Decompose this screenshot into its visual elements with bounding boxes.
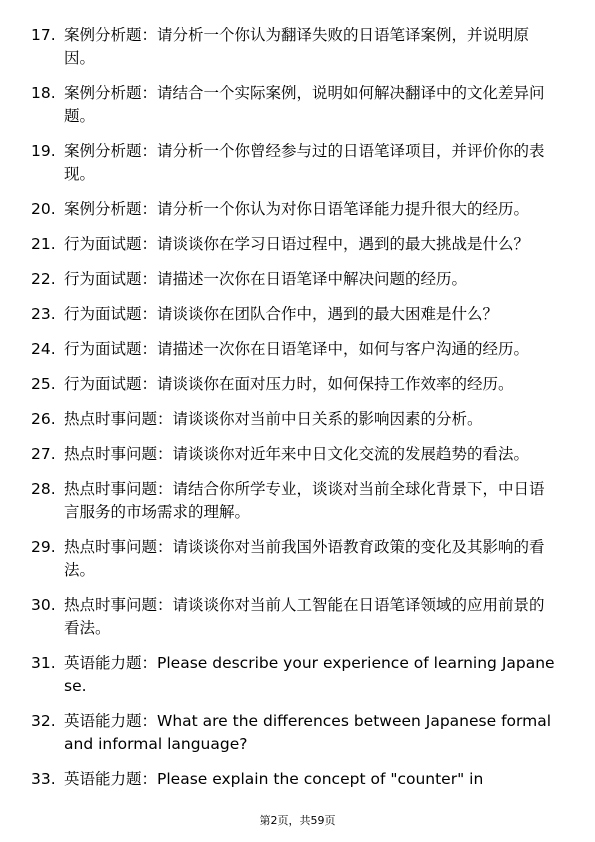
question-item xyxy=(0,233,595,256)
question-text: 案例分析题：请分析一个你认为翻译失败的日语笔译案例，并说明原因。 xyxy=(64,26,530,67)
question-item xyxy=(0,408,595,431)
question-text: 热点时事问题：请结合你所学专业，谈谈对当前全球化背景下，中日语言服务的市场需求的理解。 xyxy=(64,480,545,521)
question-number: 25. xyxy=(31,375,56,393)
question-text: 案例分析题：请结合一个实际案例，说明如何解决翻译中的文化差异问题。 xyxy=(64,84,545,125)
question-text: 英语能力题：Please explain the concept of "counter" in xyxy=(64,770,484,788)
page-footer xyxy=(0,814,595,828)
question-number: 22. xyxy=(31,270,56,288)
question-number: 29. xyxy=(31,538,56,556)
question-text: 行为面试题：请描述一次你在日语笔译中解决问题的经历。 xyxy=(64,270,468,288)
page-number: 第2页，共59页 xyxy=(259,814,336,827)
question-text: 热点时事问题：请谈谈你对当前人工智能在日语笔译领域的应用前景的看法。 xyxy=(64,596,545,637)
question-number: 23. xyxy=(31,305,56,323)
question-text: 热点时事问题：请谈谈你对当前中日关系的影响因素的分析。 xyxy=(64,410,483,428)
question-item xyxy=(0,536,595,582)
question-number: 24. xyxy=(31,340,56,358)
question-item xyxy=(0,82,595,128)
question-number: 28. xyxy=(31,480,56,498)
question-item xyxy=(0,140,595,186)
question-text: 案例分析题：请分析一个你曾经参与过的日语笔译项目，并评价你的表现。 xyxy=(64,142,545,183)
question-text: 行为面试题：请谈谈你在学习日语过程中，遇到的最大挑战是什么？ xyxy=(64,235,530,253)
question-item xyxy=(0,594,595,640)
question-number: 26. xyxy=(31,410,56,428)
question-item xyxy=(0,768,595,791)
question-text: 行为面试题：请谈谈你在团队合作中，遇到的最大困难是什么？ xyxy=(64,305,499,323)
question-item xyxy=(0,652,595,698)
question-text: 行为面试题：请谈谈你在面对压力时，如何保持工作效率的经历。 xyxy=(64,375,514,393)
question-number: 19. xyxy=(31,142,56,160)
question-list xyxy=(0,24,595,803)
question-number: 31. xyxy=(31,654,56,672)
question-item xyxy=(0,478,595,524)
question-text: 热点时事问题：请谈谈你对当前我国外语教育政策的变化及其影响的看法。 xyxy=(64,538,545,579)
question-item xyxy=(0,198,595,221)
question-item xyxy=(0,338,595,361)
question-text: 英语能力题：What are the differences between Japanese formal and informal language? xyxy=(64,712,552,753)
question-number: 33. xyxy=(31,770,56,788)
question-text: 热点时事问题：请谈谈你对近年来中日文化交流的发展趋势的看法。 xyxy=(64,445,530,463)
question-item xyxy=(0,373,595,396)
question-text: 案例分析题：请分析一个你认为对你日语笔译能力提升很大的经历。 xyxy=(64,200,530,218)
question-text: 行为面试题：请描述一次你在日语笔译中，如何与客户沟通的经历。 xyxy=(64,340,530,358)
question-item xyxy=(0,303,595,326)
question-item xyxy=(0,268,595,291)
question-number: 21. xyxy=(31,235,56,253)
question-item xyxy=(0,443,595,466)
question-item xyxy=(0,24,595,70)
question-number: 30. xyxy=(31,596,56,614)
question-number: 18. xyxy=(31,84,56,102)
question-number: 17. xyxy=(31,26,56,44)
question-number: 20. xyxy=(31,200,56,218)
question-item xyxy=(0,710,595,756)
question-text: 英语能力题：Please describe your experience of learning Japanese. xyxy=(64,654,555,695)
question-number: 32. xyxy=(31,712,56,730)
question-number: 27. xyxy=(31,445,56,463)
